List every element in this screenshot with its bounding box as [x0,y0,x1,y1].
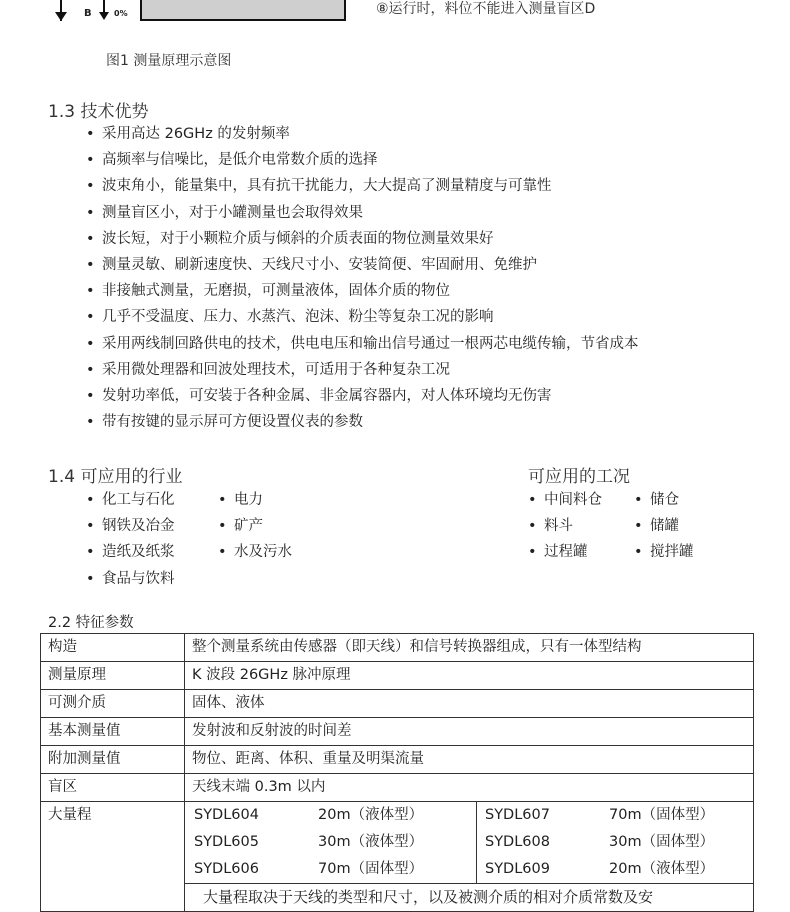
list-item: • 矿产 [218,513,292,539]
list-item [190,829,476,856]
figure-note: ⑧运行时，料位不能进入测量盲区D [376,1,596,17]
table-cell-value: 整个测量系统由传感器（即天线）和信号转换器组成，只有一体型结构 [185,634,754,662]
section-title-params: 2.2 特征参数 [48,615,134,631]
model-spec: 30m（固体型） [609,834,715,850]
list-item: • 水及污水 [218,539,292,565]
range-models-grid [185,802,753,883]
range-note: 大量程取决于天线的类型和尺寸，以及被测介质的相对介质常数及安 [185,884,754,912]
list-item: • 化工与石化 [86,487,175,513]
table-cell-label: 测量原理 [41,662,185,690]
conditions-list-col1 [528,487,602,566]
model-spec: 70m（固体型） [609,807,715,823]
list-item: • 波束角小，能量集中，具有抗干扰能力，大大提高了测量精度与可靠性 [86,173,639,199]
list-item: • 采用高达 26GHz 的发射频率 [86,121,639,147]
table-cell-label: 附加测量值 [41,746,185,774]
model-name: SYDL609 [485,861,550,877]
params-table [40,633,754,912]
table-cell-label: 构造 [41,634,185,662]
model-name: SYDL607 [485,807,550,823]
list-item [190,856,476,883]
figure-label-percent: 0% [114,9,128,18]
list-item: • 非接触式测量，无磨损，可测量液体，固体介质的物位 [86,278,639,304]
table-row [41,746,754,774]
list-item: • 钢铁及冶金 [86,513,175,539]
advantages-list [86,121,639,435]
list-item: • 搅拌罐 [634,539,694,565]
model-spec: 30m（液体型） [318,834,424,850]
list-item: • 储罐 [634,513,694,539]
table-row [41,718,754,746]
table-cell-value: 固体、液体 [185,690,754,718]
list-item [190,802,476,829]
table-cell-label: 盲区 [41,774,185,802]
model-spec: 20m（液体型） [318,807,424,823]
list-item: • 测量灵敏、刷新速度快、天线尺寸小、安装简便、牢固耐用、免维护 [86,252,639,278]
table-cell-label: 可测介质 [41,690,185,718]
list-item: • 采用微处理器和回波处理技术，可适用于各种复杂工况 [86,357,639,383]
arrow-down-icon [99,12,109,20]
table-cell-label: 大量程 [41,802,185,912]
figure-caption: 图1 测量原理示意图 [106,53,232,69]
table-row [41,662,754,690]
table-cell-value: 发射波和反射波的时间差 [185,718,754,746]
list-item: • 过程罐 [528,539,602,565]
list-item: • 几乎不受温度、压力、水蒸汽、泡沫、粉尘等复杂工况的影响 [86,304,639,330]
model-spec: 70m（固体型） [318,861,424,877]
model-name: SYDL604 [194,807,259,823]
list-item: • 高频率与信噪比，是低介电常数介质的选择 [86,147,639,173]
table-row [41,634,754,662]
section-title-conditions: 可应用的工况 [528,467,630,487]
table-cell-value: K 波段 26GHz 脉冲原理 [185,662,754,690]
table-cell-value: 物位、距离、体积、重量及明渠流量 [185,746,754,774]
arrow-down-icon [55,12,67,21]
model-name: SYDL606 [194,861,259,877]
list-item: • 造纸及纸浆 [86,539,175,565]
industries-list-col2 [218,487,292,566]
list-item: • 测量盲区小，对于小罐测量也会取得效果 [86,200,639,226]
model-spec: 20m（液体型） [609,861,715,877]
list-item: • 电力 [218,487,292,513]
list-item: • 发射功率低，可安装于各种金属、非金属容器内，对人体环境均无伤害 [86,383,639,409]
model-name: SYDL605 [194,834,259,850]
table-cell-value: 天线末端 0.3m 以内 [185,774,754,802]
range-models-left [185,802,477,883]
section-title-industries: 1.4 可应用的行业 [48,467,183,487]
figure-label-b: B [84,8,92,19]
section-title-advantages: 1.3 技术优势 [48,102,149,122]
list-item: • 料斗 [528,513,602,539]
list-item: • 波长短，对于小颗粒介质与倾斜的介质表面的物位测量效果好 [86,226,639,252]
list-item [485,856,753,883]
list-item: • 采用两线制回路供电的技术，供电电压和输出信号通过一根两芯电缆传输，节省成本 [86,331,639,357]
list-item [485,802,753,829]
range-models-right [477,802,754,883]
table-row [41,802,754,884]
list-item: • 储仓 [634,487,694,513]
table-row [41,774,754,802]
model-name: SYDL608 [485,834,550,850]
list-item [485,829,753,856]
industries-list-col1 [86,487,175,592]
table-cell-label: 基本测量值 [41,718,185,746]
range-models-cell [185,802,754,884]
list-item: • 带有按键的显示屏可方便设置仪表的参数 [86,409,639,435]
table-row [41,690,754,718]
conditions-list-col2 [634,487,694,566]
list-item: • 食品与饮料 [86,566,175,592]
list-item: • 中间料仓 [528,487,602,513]
figure-tank-box [140,0,346,21]
